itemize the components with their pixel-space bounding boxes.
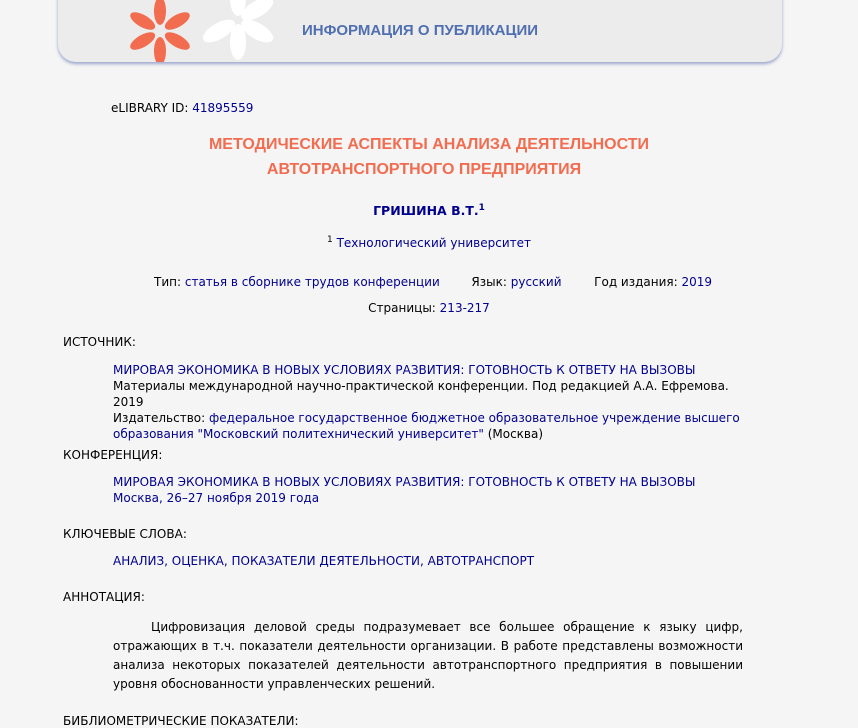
article-title-line-2: АВТОТРАНСПОРТНОГО ПРЕДПРИЯТИЯ — [266, 161, 582, 178]
keyword-separator: , — [164, 554, 172, 568]
year-label: Год издания: — [594, 275, 678, 289]
page-header-title: ИНФОРМАЦИЯ О ПУБЛИКАЦИИ — [301, 22, 539, 39]
elibrary-id-value[interactable]: 41895559 — [192, 101, 254, 115]
affiliation-link[interactable]: Технологический университет — [336, 236, 531, 250]
type-value: статья в сборнике трудов конференции — [184, 275, 440, 289]
author-link[interactable]: ГРИШИНА В.Т. — [373, 203, 479, 218]
source-details: Материалы международной научно-практической конференции. Под редакцией А.А. Ефремова. 2019 — [113, 379, 729, 409]
publisher-city: (Москва) — [483, 427, 544, 441]
language-value: русский — [510, 275, 562, 289]
annotation-text: Цифровизация деловой среды подразумевает все большее обращение к языку цифр, отражающих в т.ч. показатели деятельности организации. В работе представлены возможности анализа некоторых показателей деятельности автотранспортного предприятия в повышении уровня обоснованности управленческих решений. — [113, 620, 743, 691]
keyword-separator: , — [419, 554, 428, 568]
keyword-link[interactable]: АВТОТРАНСПОРТ — [427, 554, 535, 568]
source-block — [113, 362, 743, 442]
publication-meta-row — [154, 275, 712, 289]
conference-title-link[interactable]: МИРОВАЯ ЭКОНОМИКА В НОВЫХ УСЛОВИЯХ РАЗВИТИЯ: ГОТОВНОСТЬ К ОТВЕТУ НА ВЫЗОВЫ — [113, 475, 696, 489]
language-label: Язык: — [471, 275, 507, 289]
elibrary-id-row — [111, 101, 253, 115]
publisher-link[interactable]: федеральное государственное бюджетное образовательное учреждение высшего образования "Московский политехнический университет" — [113, 411, 740, 441]
keyword-separator: , — [223, 554, 232, 568]
keywords-list — [113, 553, 743, 569]
article-title — [0, 132, 858, 182]
keywords-section-label: КЛЮЧЕВЫЕ СЛОВА: — [63, 527, 187, 541]
pages-label: Страницы: — [368, 301, 436, 315]
publisher-row — [113, 410, 743, 442]
header-panel — [58, 0, 782, 62]
conference-section-label: КОНФЕРЕНЦИЯ: — [63, 448, 163, 462]
affiliation-row — [0, 236, 858, 250]
source-section-label: ИСТОЧНИК: — [63, 335, 136, 349]
article-title-line-1: МЕТОДИЧЕСКИЕ АСПЕКТЫ АНАЛИЗА ДЕЯТЕЛЬНОСТИ — [208, 136, 650, 153]
keyword-link[interactable]: ОЦЕНКА — [171, 554, 224, 568]
publisher-label: Издательство: — [113, 411, 206, 425]
type-label: Тип: — [154, 275, 182, 289]
keyword-link[interactable]: АНАЛИЗ — [113, 554, 165, 568]
keyword-link[interactable]: ПОКАЗАТЕЛИ ДЕЯТЕЛЬНОСТИ — [231, 554, 420, 568]
elibrary-id-label: eLIBRARY ID: — [111, 101, 189, 115]
author-row — [0, 203, 858, 218]
conference-place-date: Москва, 26–27 ноября 2019 года — [113, 491, 320, 505]
bibliometrics-section-label: БИБЛИОМЕТРИЧЕСКИЕ ПОКАЗАТЕЛИ: — [63, 714, 299, 728]
pages-row — [0, 301, 858, 315]
source-title-link[interactable]: МИРОВАЯ ЭКОНОМИКА В НОВЫХ УСЛОВИЯХ РАЗВИТИЯ: ГОТОВНОСТЬ К ОТВЕТУ НА ВЫЗОВЫ — [113, 363, 696, 377]
author-affiliation-sup: 1 — [478, 202, 485, 213]
pages-value: 213-217 — [439, 301, 490, 315]
annotation-section-label: АННОТАЦИЯ: — [63, 590, 145, 604]
affiliation-sup: 1 — [327, 235, 333, 245]
year-value: 2019 — [681, 275, 713, 289]
conference-block — [113, 474, 743, 506]
